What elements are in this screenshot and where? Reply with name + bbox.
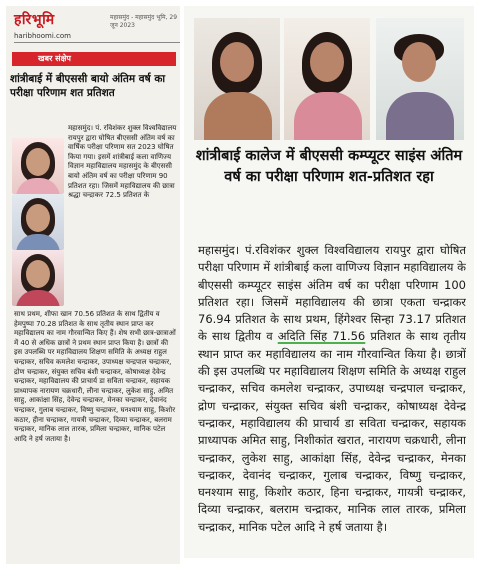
body-shape	[16, 178, 60, 194]
left-bottom-text: साथ प्रथम, शीफा खान 70.56 प्रतिशत के साथ द्वितीय व हेमपुष्पा 70.28 प्रतिशत के साथ तृतीय स्थान प्राप्त कर महाविद्यालय का नाम गौरवान्वित किए हैं। शेष सभी छात्र-छात्राओं में 40 से अधिक छात्रों ने प्रथम स्थान प्राप्त किया है। छात्रों की इस उपलब्धि पर महाविद्यालय शिक्षण समिति के अध्यक्ष राहुल चन्द्राकर, सचिव कमलेश चन्द्राकर, उपाध्यक्ष चन्द्रपाल चन्द्राकर, द्रोण चन्द्राकर, संयुक्त सचिव बंशी चन्द्राकर, कोषाध्यक्ष देवेन्द्र चन्द्राकर, महाविद्यालय की प्राचार्य डा सविता चन्द्राकर, सहायक प्राध्यापक नारायण चक्रधारी, लीना चन्द्राकर, लुकेश साहु, अमित साहु, आकांक्षा सिंह, देवेन्द्र चन्द्राकर, मेनका चन्द्राकर, देवानंद चन्द्राकर, गुलाब चन्द्राकर, विष्णु चन्द्राकर, घनश्याम साहु, किशोर कठार, हीना चन्द्राकर, गायत्री चन्द्राकर, दिव्या चन्द्राकर, बलराम चन्द्राकर, मानिक लाल तारक, प्रमिला चन्द्राकर, मानिक पटेल आदि ने हर्ष जताया है।	[14, 310, 176, 443]
student-photo-aditi	[284, 18, 370, 140]
face-shape	[26, 260, 50, 288]
dateline: महासमुंद - महासमुंद भूमि, 29 जून 2023	[110, 14, 178, 29]
face-shape	[402, 42, 436, 82]
highlighted-result: अदिति सिंह 71.56	[277, 329, 366, 344]
left-column-text: महासमुंद। पं. रविशंकर शुक्ल विश्वविद्यालय रायपुर द्वारा घोषित बीएससी अंतिम वर्ष का वार्षिक परीक्षा परिणाम सत 2023 घोषित किया गया। इसमें शांत्रीबाई कला वाणिज्य विज्ञान महाविद्यालय महासमुंद के बीएससी बायो अंतिम वर्ष का परीक्षा परिणाम 90 प्रतिशत रहा। जिसमें महाविद्यालय की छात्रा श्रद्धा चन्द्राकर 72.5 प्रतिशत के	[68, 124, 177, 200]
student-photo-3	[12, 250, 64, 306]
face-shape	[26, 204, 50, 232]
body-shape	[16, 290, 60, 306]
body-shape	[386, 92, 454, 140]
left-headline: शांत्रीबाई में बीएससी बायो अंतिम वर्ष का परीक्षा परिणाम शत प्रतिशत	[10, 73, 166, 99]
student-photo-1	[12, 138, 64, 194]
face-shape	[220, 42, 254, 82]
right-article-body	[198, 242, 466, 554]
article-text-start: महासमुंद। पं.रविशंकर शुक्ल विश्वविद्यालय रायपुर द्वारा घोषित परीक्षा परिणाम में शांत्रीबाई कला वाणिज्य विज्ञान महाविद्यालय के बीएससी कम्प्यूटर साइंस अंतिम वर्ष का परीक्षा परिणाम 100 प्रतिशत रहा। जिसमें महाविद्यालय की छात्रा एकता चन्द्राकर 76.94 प्रतिशत के साथ प्रथम, हिंगेश्वर सिन्हा 73.17 प्रतिशत के साथ द्वितीय व	[198, 243, 466, 344]
newspaper-logo: हरिभूमि	[14, 12, 55, 28]
body-shape	[204, 92, 272, 140]
student-photo-ekta	[194, 18, 280, 140]
student-photo-hingeshwar	[376, 18, 464, 140]
website-url: haribhoomi.com	[14, 32, 71, 40]
masthead-rule	[14, 42, 180, 43]
masthead	[10, 6, 178, 44]
left-clipping	[6, 6, 180, 564]
body-shape	[294, 92, 362, 140]
right-clipping	[184, 6, 474, 558]
face-shape	[26, 148, 50, 176]
body-shape	[16, 234, 60, 250]
right-headline: शांत्रीबाई कालेज में बीएससी कम्प्यूटर साइंस अंतिम वर्ष का परीक्षा परिणाम शत-प्रतिशत रहा	[195, 148, 463, 185]
student-photo-2	[12, 194, 64, 250]
section-band: खबर संक्षेप	[12, 52, 176, 66]
face-shape	[310, 42, 344, 82]
article-text-end: प्रतिशत के साथ तृतीय स्थान प्राप्त कर महाविद्यालय का नाम गौरवान्वित किया है। छात्रों की इस उपलब्धि पर महाविद्यालय शिक्षण समिति के अध्यक्ष राहुल चन्द्राकर, सचिव कमलेश चन्द्राकर, उपाध्यक्ष चन्द्रपाल चन्द्राकर, द्रोण चन्द्राकर, संयुक्त सचिव बंशी चन्द्राकर, कोषाध्यक्ष देवेन्द्र चन्द्राकर, महाविद्यालय की प्राचार्य डा सविता चन्द्राकर, सहायक प्राध्यापक अमित साहु, निशीकांत खरात, नारायण चक्रधारी, लीना चन्द्राकर, लुकेश साहु, आकांक्षा सिंह, देवेन्द्र चन्द्राकर, मेनका चन्द्राकर, देवानंद चन्द्राकर, गुलाब चन्द्राकर, विष्णु चन्द्राकर, घनश्याम साहु, किशोर कठार, हिना चन्द्राकर, गायत्री चन्द्राकर, दिव्या चन्द्राकर, बलराम चन्द्राकर, मानिक लाल तारक, प्रमिला चन्द्राकर, मानिक पटेल आदि ने हर्ष जताया है।	[198, 329, 466, 534]
